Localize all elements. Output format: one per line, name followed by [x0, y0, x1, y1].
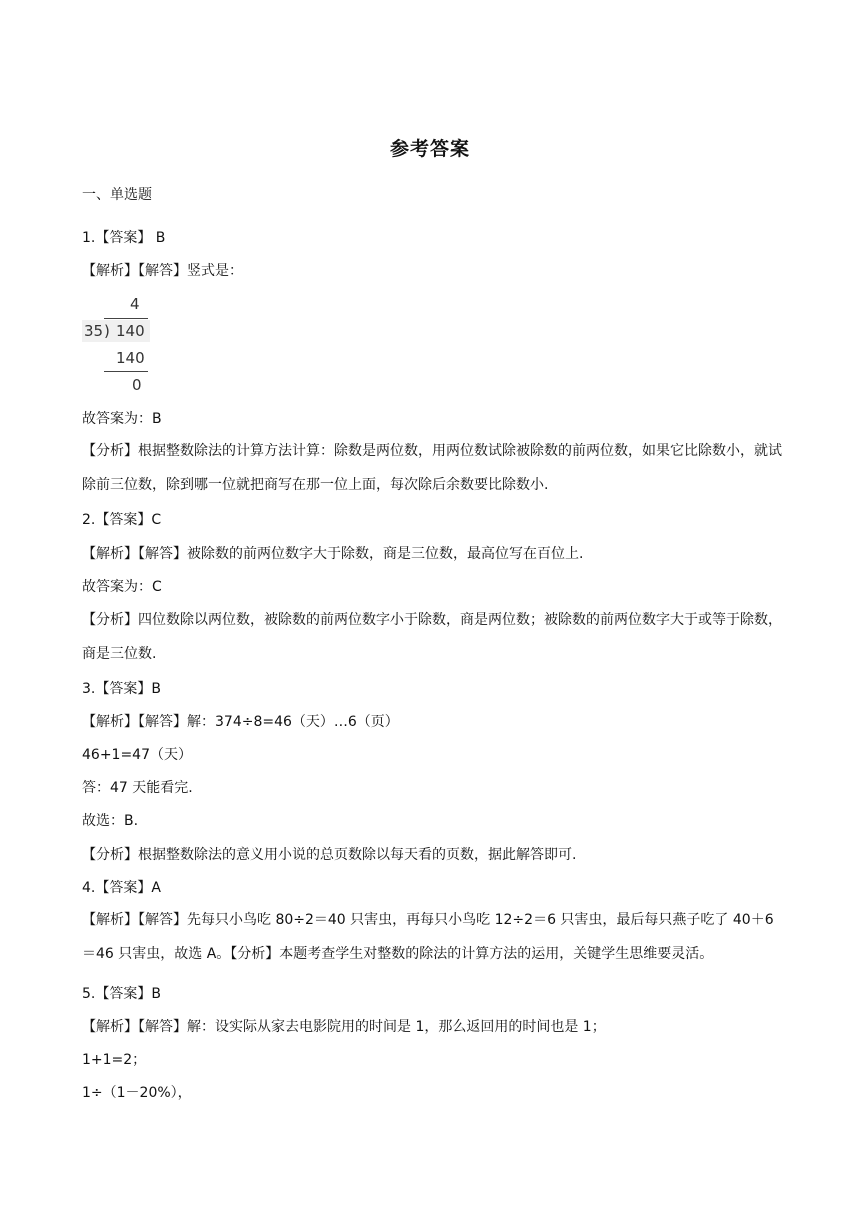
page-title: 参考答案	[389, 138, 470, 160]
q5-answer: 5.【答案】B	[82, 986, 161, 1002]
q3-solution-line-3: 答：47 天能看完.	[82, 780, 193, 796]
q4-analysis: 【解析】【解答】先每只小鸟吃 80÷2＝40 只害虫，再每只小鸟吃 12÷2＝6 只害虫，最后每只燕子吃了 40＋6＝46 只害虫，故选 A。【分析】本题考查学生对整数的除法的计算方法的运用，关键学生思维要灵活。	[82, 912, 774, 962]
q5-solution-line-1: 【解析】【解答】解：设实际从家去电影院用的时间是 1，那么返回用的时间也是 1；	[82, 1019, 606, 1035]
q3-answer: 3.【答案】B	[82, 681, 161, 697]
q1-answer: 1.【答案】 B	[82, 230, 166, 246]
q1-analysis: 【分析】根据整数除法的计算方法计算：除数是两位数，用两位数试除被除数的前两位数，如果它比除数小，就试除前三位数，除到哪一位就把商写在那一位上面，每次除后余数要比除数小.	[82, 443, 782, 493]
division-subtraction-line	[104, 371, 148, 372]
q2-analysis-intro: 【解析】【解答】被除数的前两位数字大于除数，商是三位数，最高位写在百位上.	[82, 546, 584, 562]
q2-analysis: 【分析】四位数除以两位数，被除数的前两位数字小于除数，商是两位数；被除数的前两位数字大于或等于除数，商是三位数.	[82, 612, 782, 662]
section-heading: 一、单选题	[82, 187, 152, 203]
q3-solution-line-1: 【解析】【解答】解：374÷8=46（天）…6（页）	[82, 714, 399, 730]
q3-solution-line-2: 46+1=47（天）	[82, 747, 192, 763]
q3-solution-line-4: 故选：B.	[82, 813, 139, 829]
division-bracket: )	[104, 322, 110, 340]
q5-solution-line-2: 1+1=2；	[82, 1052, 147, 1068]
q5-solution-line-3: 1÷（1－20%），	[82, 1085, 192, 1101]
division-remainder: 0	[132, 376, 142, 394]
q1-conclusion: 故答案为：B	[82, 411, 162, 427]
q2-conclusion: 故答案为：C	[82, 579, 162, 595]
long-division-figure	[82, 292, 152, 396]
q2-answer: 2.【答案】C	[82, 512, 162, 528]
q4-answer: 4.【答案】A	[82, 880, 161, 896]
q1-analysis-intro: 【解析】【解答】竖式是：	[82, 263, 243, 279]
division-product: 140	[116, 349, 145, 367]
division-dividend: 140	[116, 322, 145, 340]
division-quotient: 4	[130, 295, 140, 313]
division-divisor: 35	[84, 322, 104, 340]
q3-analysis: 【分析】根据整数除法的意义用小说的总页数除以每天看的页数，据此解答即可.	[82, 847, 577, 863]
division-bar	[104, 318, 148, 319]
